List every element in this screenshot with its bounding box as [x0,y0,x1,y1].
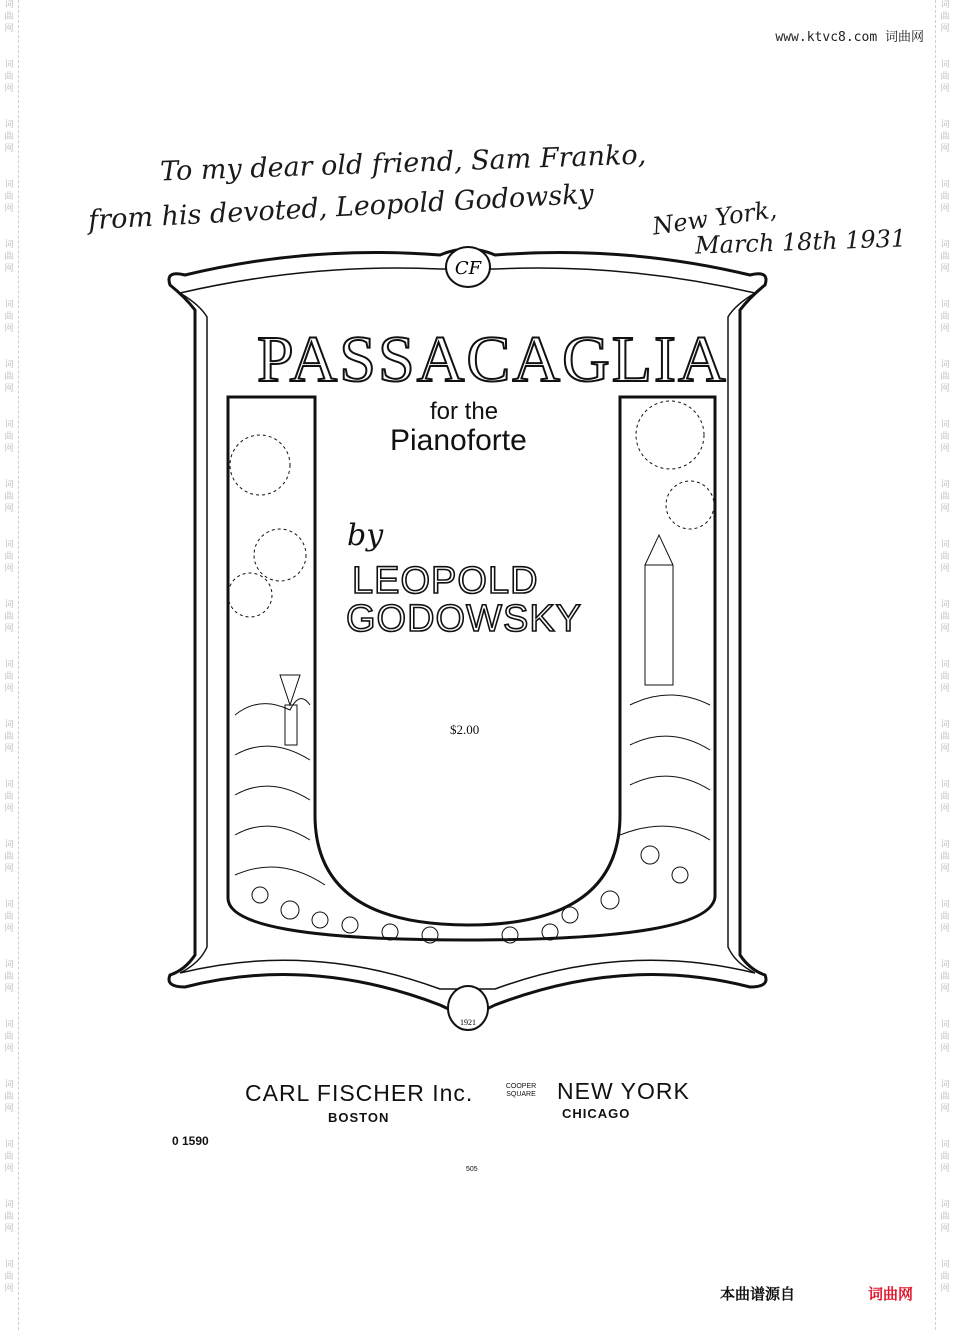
watermark-char: 词 [940,1200,950,1210]
watermark-char: 曲 [940,492,950,502]
watermark-char: 曲 [940,792,950,802]
watermark-char: 曲 [940,72,950,82]
publisher-city-main: NEW YORK [557,1078,690,1104]
watermark-char: 词 [4,540,14,550]
watermark-char: 网 [940,624,950,634]
watermark-char: 网 [4,444,14,454]
inscription-date: March 18th 1931 [694,224,907,260]
watermark-char: 网 [4,264,14,274]
watermark-char: 网 [4,504,14,514]
watermark-char: 网 [4,144,14,154]
site-header [775,26,924,45]
watermark-char: 词 [940,300,950,310]
watermark-char: 词 [4,840,14,850]
watermark-char: 曲 [4,672,14,682]
plate-number: 0 1590 [172,1134,209,1148]
watermark-char: 词 [940,1260,950,1270]
watermark-char: 曲 [940,432,950,442]
watermark-char: 网 [940,744,950,754]
watermark-char: 曲 [940,852,950,862]
watermark-char: 词 [4,1020,14,1030]
watermark-char: 曲 [4,192,14,202]
watermark-char: 网 [940,324,950,334]
watermark-char: 网 [940,1104,950,1114]
watermark-char: 网 [940,1284,950,1294]
watermark-char: 词 [940,360,950,370]
watermark-char: 曲 [4,1272,14,1282]
watermark-char: 词 [4,360,14,370]
watermark-char: 曲 [940,732,950,742]
watermark-char: 词 [4,420,14,430]
watermark-char: 词 [4,600,14,610]
watermark-char: 网 [940,264,950,274]
watermark-char: 网 [4,84,14,94]
watermark-char: 曲 [940,1212,950,1222]
publisher-name: CARL FISCHER Inc. [245,1080,474,1106]
watermark-char: 词 [940,600,950,610]
watermark-char: 曲 [940,1032,950,1042]
watermark-char: 网 [940,684,950,694]
bottom-medallion-text: 1921 [460,1018,476,1027]
watermark-char: 词 [940,1020,950,1030]
watermark-char: 网 [940,384,950,394]
cover-title: PASSACAGLIA [257,323,728,396]
publisher-city-right: CHICAGO [562,1106,631,1121]
top-medallion [446,247,490,287]
watermark-char: 网 [4,984,14,994]
watermark-char: 词 [4,780,14,790]
small-mark: 505 [466,1166,478,1173]
watermark-char: 词 [940,0,950,10]
watermark-char: 网 [4,204,14,214]
watermark-char: 网 [4,1224,14,1234]
watermark-char: 曲 [4,132,14,142]
watermark-char: 网 [4,1104,14,1114]
monogram-text: CF [454,258,482,279]
watermark-char: 词 [940,1080,950,1090]
watermark-char: 曲 [4,492,14,502]
watermark-char: 词 [940,240,950,250]
watermark-char: 曲 [4,72,14,82]
watermark-char: 网 [940,564,950,574]
site-name: 词曲网 [884,30,924,45]
watermark-char: 曲 [4,1152,14,1162]
price-mark: $2.00 [450,722,480,737]
cover-subtitle-line-2: Pianoforte [390,424,527,457]
watermark-char: 曲 [4,792,14,802]
watermark-char: 网 [940,1044,950,1054]
watermark-char: 网 [940,1224,950,1234]
watermark-char: 词 [4,960,14,970]
watermark-char: 网 [940,204,950,214]
watermark-char: 词 [940,480,950,490]
watermark-char: 曲 [4,1092,14,1102]
right-landscape-illustration [562,401,714,923]
watermark-char: 词 [4,300,14,310]
watermark-char: 曲 [940,552,950,562]
watermark-char: 网 [4,1044,14,1054]
watermark-char: 曲 [940,672,950,682]
watermark-char: 词 [940,660,950,670]
watermark-char: 曲 [940,612,950,622]
watermark-char: 曲 [4,552,14,562]
watermark-char: 词 [940,540,950,550]
watermark-char: 网 [4,324,14,334]
watermark-char: 词 [940,840,950,850]
watermark-char: 词 [4,900,14,910]
inscription-line-1: To my dear old friend, Sam Franko, [159,139,647,188]
source-label: 本曲谱源自 [720,1285,796,1303]
left-landscape-illustration [228,435,328,928]
watermark-char: 曲 [940,1152,950,1162]
composer-last-name: GODOWSKY [346,598,583,640]
watermark-char: 词 [4,180,14,190]
site-url[interactable]: www.ktvc8.com [775,30,878,45]
watermark-char: 曲 [940,1272,950,1282]
watermark-char: 词 [4,1200,14,1210]
watermark-char: 曲 [4,1212,14,1222]
watermark-char: 曲 [4,432,14,442]
watermark-char: 曲 [940,1092,950,1102]
watermark-char: 曲 [4,972,14,982]
watermark-char: 词 [4,1260,14,1270]
watermark-char: 网 [4,684,14,694]
watermark-char: 词 [4,720,14,730]
watermark-char: 曲 [940,12,950,22]
watermark-char: 词 [940,960,950,970]
watermark-char: 曲 [940,252,950,262]
watermark-char: 曲 [940,312,950,322]
watermark-char: 词 [4,240,14,250]
watermark-char: 词 [4,480,14,490]
watermark-char: 网 [4,564,14,574]
watermark-char: 曲 [940,972,950,982]
watermark-char: 网 [940,804,950,814]
watermark-char: 网 [940,84,950,94]
bottom-medallion [448,986,488,1030]
watermark-char: 曲 [940,912,950,922]
watermark-char: 网 [4,864,14,874]
cover-subtitle-line-1: for the [430,398,499,425]
watermark-char: 网 [940,924,950,934]
watermark-char: 曲 [940,192,950,202]
watermark-char: 词 [4,1080,14,1090]
watermark-char: 曲 [4,252,14,262]
watermark-char: 网 [940,504,950,514]
watermark-char: 词 [4,660,14,670]
watermark-char: 网 [4,1284,14,1294]
right-watermark-strip [935,0,954,1330]
source-link[interactable]: 词曲网 [868,1285,914,1303]
watermark-char: 词 [4,120,14,130]
watermark-char: 词 [940,180,950,190]
watermark-char: 曲 [4,612,14,622]
inscription-place: New York, [650,195,779,241]
watermark-char: 网 [4,624,14,634]
watermark-char: 词 [940,1140,950,1150]
watermark-char: 曲 [940,372,950,382]
watermark-char: 网 [4,744,14,754]
watermark-char: 网 [4,1164,14,1174]
watermark-char: 网 [940,1164,950,1174]
left-watermark-strip [0,0,19,1330]
publisher-small-text: COOPER SQUARE [505,1083,537,1098]
watermark-char: 词 [4,1140,14,1150]
watermark-char: 网 [940,144,950,154]
watermark-char: 网 [940,444,950,454]
watermark-char: 网 [940,24,950,34]
watermark-char: 词 [940,720,950,730]
watermark-char: 词 [4,60,14,70]
watermark-char: 曲 [4,312,14,322]
watermark-char: 曲 [4,852,14,862]
watermark-char: 词 [940,900,950,910]
watermark-char: 词 [940,60,950,70]
watermark-char: 网 [4,384,14,394]
watermark-char: 曲 [4,12,14,22]
watermark-char: 网 [940,984,950,994]
watermark-char: 曲 [4,1032,14,1042]
watermark-char: 词 [4,0,14,10]
watermark-char: 网 [940,864,950,874]
watermark-char: 网 [4,24,14,34]
watermark-char: 网 [4,804,14,814]
watermark-char: 词 [940,420,950,430]
watermark-char: 曲 [940,132,950,142]
watermark-char: 词 [940,120,950,130]
watermark-char: 曲 [4,732,14,742]
inscription-line-2: from his devoted, Leopold Godowsky [87,178,595,237]
watermark-char: 词 [940,780,950,790]
cover-by: by [347,518,384,553]
watermark-char: 曲 [4,372,14,382]
watermark-char: 曲 [4,912,14,922]
watermark-char: 网 [4,924,14,934]
composer-first-name: LEOPOLD [352,560,539,602]
publisher-city-left: BOSTON [328,1110,390,1125]
